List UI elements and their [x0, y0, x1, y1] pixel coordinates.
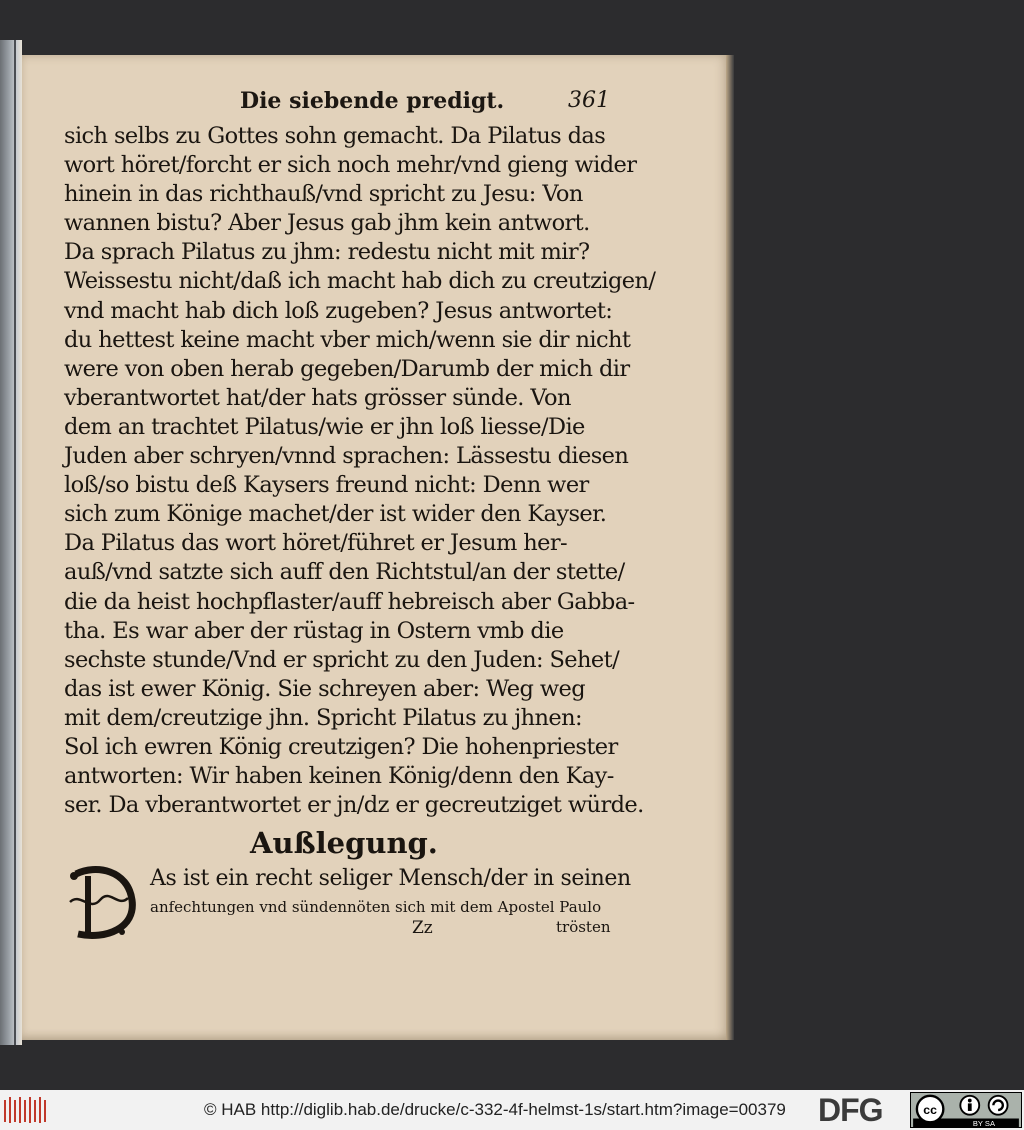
text-line: tha. Es war aber der rüstag in Ostern vmb die [64, 617, 564, 644]
decorated-initial-d-icon [66, 862, 140, 942]
footer-bar [0, 1090, 1024, 1130]
text-line: Da Pilatus das wort höret/führet er Jesum her- [64, 530, 568, 557]
book-left-edge [0, 40, 22, 1045]
section-heading: Außlegung. [250, 826, 438, 860]
svg-text:cc: cc [923, 1102, 937, 1117]
text-line: auß/vnd satzte sich auff den Richtstul/an der stette/ [64, 559, 625, 586]
cc-by-sa-license-icon[interactable] [910, 1092, 1022, 1128]
page-edge-shadow [726, 55, 734, 1040]
page-number: 361 [568, 88, 610, 113]
page-text [64, 122, 656, 820]
signature-mark: Zz [412, 918, 433, 938]
text-line: sich selbs zu Gottes sohn gemacht. Da Pilatus das [64, 123, 606, 149]
source-link[interactable]: © HAB http://diglib.hab.de/drucke/c-332-4f-helmst-1s/start.htm?image=00379 [204, 1100, 786, 1119]
text-line: Sol ich ewren König creutzigen? Die hohenpriester [64, 733, 618, 760]
text-line: Juden aber schryen/vnnd sprachen: Lässestu diesen [64, 443, 629, 470]
text-line: ser. Da vberantwortet er jn/dz er gecreutziget würde. [64, 792, 644, 819]
text-line: loß/so bistu deß Kaysers freund nicht: Denn wer [64, 472, 589, 499]
text-line: wannen bistu? Aber Jesus gab jhm kein antwort. [64, 210, 590, 237]
running-head [240, 88, 610, 118]
license-label: BY SA [972, 1119, 995, 1128]
text-line: du hettest keine macht vber mich/wenn sie dir nicht [64, 326, 631, 353]
text-line: sechste stunde/Vnd er spricht zu den Juden: Sehet/ [64, 646, 620, 673]
text-line: antworten: Wir haben keinen König/denn den Kay- [64, 763, 614, 790]
text-line: were von oben herab gegeben/Darumb der mich dir [64, 355, 630, 382]
text-line: Weissestu nicht/daß ich macht hab dich zu creutzigen/ [64, 268, 656, 295]
exposition-line-2: anfechtungen vnd sündennöten sich mit dem Apostel Paulo [150, 898, 602, 916]
text-line: vnd macht hab dich loß zugeben? Jesus antwortet: [64, 297, 613, 324]
hab-logo-icon [2, 1094, 48, 1126]
book-spine-line [14, 40, 16, 1045]
text-line: die da heist hochpflaster/auff hebreisch aber Gabba- [64, 588, 635, 615]
text-line: dem an trachtet Pilatus/wie er jhn loß liesse/Die [64, 413, 585, 440]
text-line: hinein in das richthauß/vnd spricht zu Jesu: Von [64, 181, 583, 208]
text-line: das ist ewer König. Sie schreyen aber: Weg weg [64, 675, 586, 702]
exposition-line-1: As ist ein recht seliger Mensch/der in seinen [150, 866, 631, 891]
dfg-logo: DFG [818, 1092, 883, 1128]
text-line: Da sprach Pilatus zu jhm: redestu nicht mit mir? [64, 239, 590, 266]
text-line: wort höret/forcht er sich noch mehr/vnd gieng wider [64, 152, 637, 179]
text-line: sich zum Könige machet/der ist wider den Kayser. [64, 501, 607, 528]
text-line: vberantwortet hat/der hats grösser sünde. Von [64, 384, 571, 411]
running-head-title: Die siebende predigt. [240, 88, 505, 114]
text-line: mit dem/creutzige jhn. Spricht Pilatus zu jhnen: [64, 704, 583, 731]
catchword: trösten [556, 918, 611, 936]
